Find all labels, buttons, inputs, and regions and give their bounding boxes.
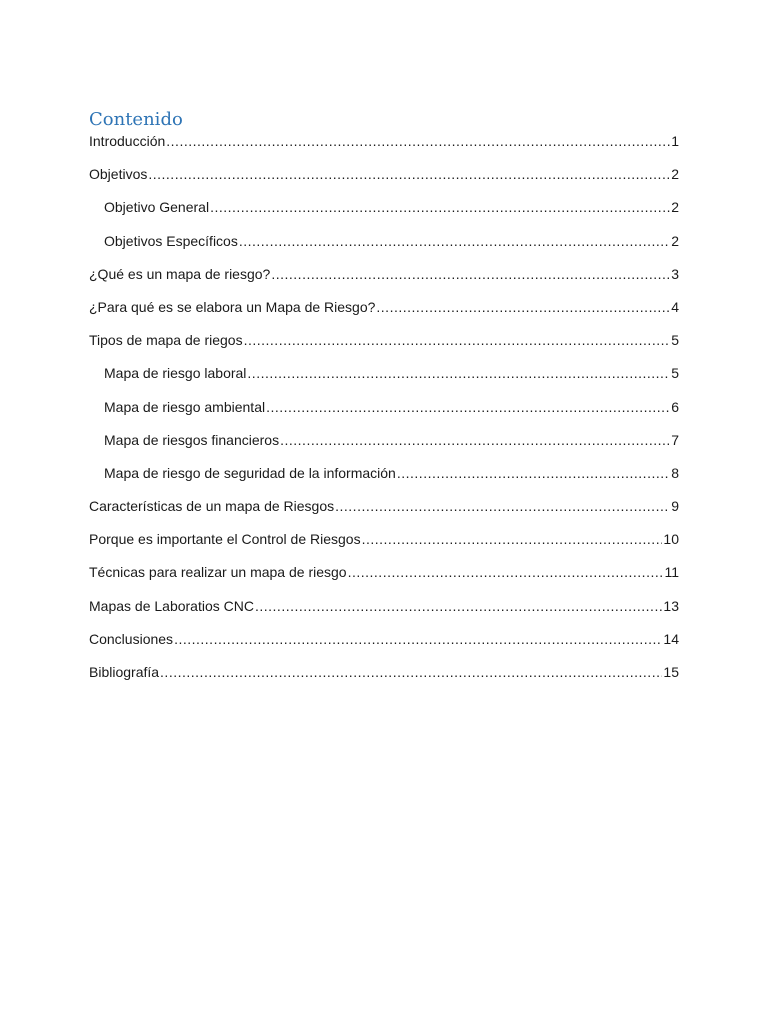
toc-entry[interactable]: [89, 164, 679, 197]
toc-entry-title: Introducción: [89, 133, 166, 149]
toc-entry[interactable]: [89, 463, 679, 496]
toc-dot-leader: [210, 197, 670, 217]
toc-entry[interactable]: [89, 529, 679, 562]
toc-entry-page-number: 1: [671, 133, 679, 149]
toc-dot-leader: [271, 264, 670, 284]
toc-entry-title: Tipos de mapa de riegos: [89, 332, 243, 349]
toc-entry-page-number: 9: [671, 498, 679, 515]
toc-entry-title: Objetivos: [89, 166, 148, 183]
toc-entry-page-number: 14: [663, 630, 679, 647]
toc-entry-title: Características de un mapa de Riesgos: [89, 498, 335, 515]
toc-dot-leader: [166, 131, 670, 151]
toc-entry-page-number: 6: [671, 398, 679, 415]
toc-entry-page-number: 13: [663, 597, 679, 614]
toc-entry-page-number: 2: [671, 232, 679, 249]
toc-entry-page-number: 2: [671, 199, 679, 216]
toc-dot-leader: [247, 363, 670, 383]
toc-dot-leader: [362, 529, 663, 549]
toc-entry[interactable]: [89, 397, 679, 430]
toc-entry-title: Objetivos Específicos: [104, 232, 238, 249]
toc-entry[interactable]: [89, 629, 679, 662]
toc-dot-leader: [266, 397, 670, 417]
toc-entry-title: ¿Para qué es se elabora un Mapa de Riesgo?: [89, 298, 376, 315]
toc-entry-page-number: 4: [671, 298, 679, 315]
toc-entry[interactable]: [89, 562, 679, 595]
toc-dot-leader: [174, 629, 662, 649]
toc-entry-title: Bibliografía: [89, 664, 160, 680]
toc-dot-leader: [239, 231, 670, 251]
toc-dot-leader: [335, 496, 670, 516]
toc-entry-title: Mapas de Laboratios CNC: [89, 597, 254, 614]
toc-entry[interactable]: [89, 596, 679, 629]
toc-entry-title: Porque es importante el Control de Riesgos: [89, 531, 361, 548]
toc-entry[interactable]: [89, 430, 679, 463]
toc-entry[interactable]: [89, 330, 679, 363]
toc-entry-page-number: 5: [671, 332, 679, 349]
toc-entry-title: Técnicas para realizar un mapa de riesgo: [89, 564, 347, 581]
toc-entry[interactable]: [89, 496, 679, 529]
toc-entry[interactable]: [89, 264, 679, 297]
toc-entry[interactable]: [89, 297, 679, 330]
toc-entry-page-number: 11: [664, 564, 679, 581]
toc-dot-leader: [148, 164, 670, 184]
toc-entry[interactable]: [89, 363, 679, 396]
toc-dot-leader: [160, 662, 662, 682]
toc-dot-leader: [397, 463, 670, 483]
toc-entry-title: Mapa de riesgo de seguridad de la información: [104, 464, 396, 481]
toc-entry[interactable]: [89, 197, 679, 230]
toc-entry-page-number: 3: [671, 265, 679, 282]
toc-entry-title: Conclusiones: [89, 630, 174, 647]
toc-entry-page-number: 10: [663, 531, 679, 548]
toc-entry-title: Objetivo General: [104, 199, 210, 216]
toc-entry[interactable]: [89, 131, 679, 164]
toc-entry-page-number: 2: [671, 166, 679, 183]
toc-entry[interactable]: [89, 662, 679, 695]
toc-dot-leader: [376, 297, 670, 317]
toc-dot-leader: [280, 430, 670, 450]
toc-entry-title: ¿Qué es un mapa de riesgo?: [89, 265, 271, 282]
toc-dot-leader: [255, 596, 662, 616]
toc-entry-title: Mapa de riesgos financieros: [104, 431, 280, 448]
toc-entry-page-number: 7: [671, 431, 679, 448]
toc-entry-title: Mapa de riesgo ambiental: [104, 398, 266, 415]
toc-entry-title: Mapa de riesgo laboral: [104, 365, 247, 382]
toc-entry-page-number: 8: [671, 464, 679, 481]
table-of-contents: [89, 131, 679, 695]
toc-heading: Contenido: [89, 109, 183, 130]
toc-entry-page-number: 5: [671, 365, 679, 382]
toc-dot-leader: [244, 330, 671, 350]
toc-dot-leader: [348, 562, 664, 582]
toc-entry[interactable]: [89, 231, 679, 264]
toc-entry-page-number: 15: [663, 664, 679, 680]
